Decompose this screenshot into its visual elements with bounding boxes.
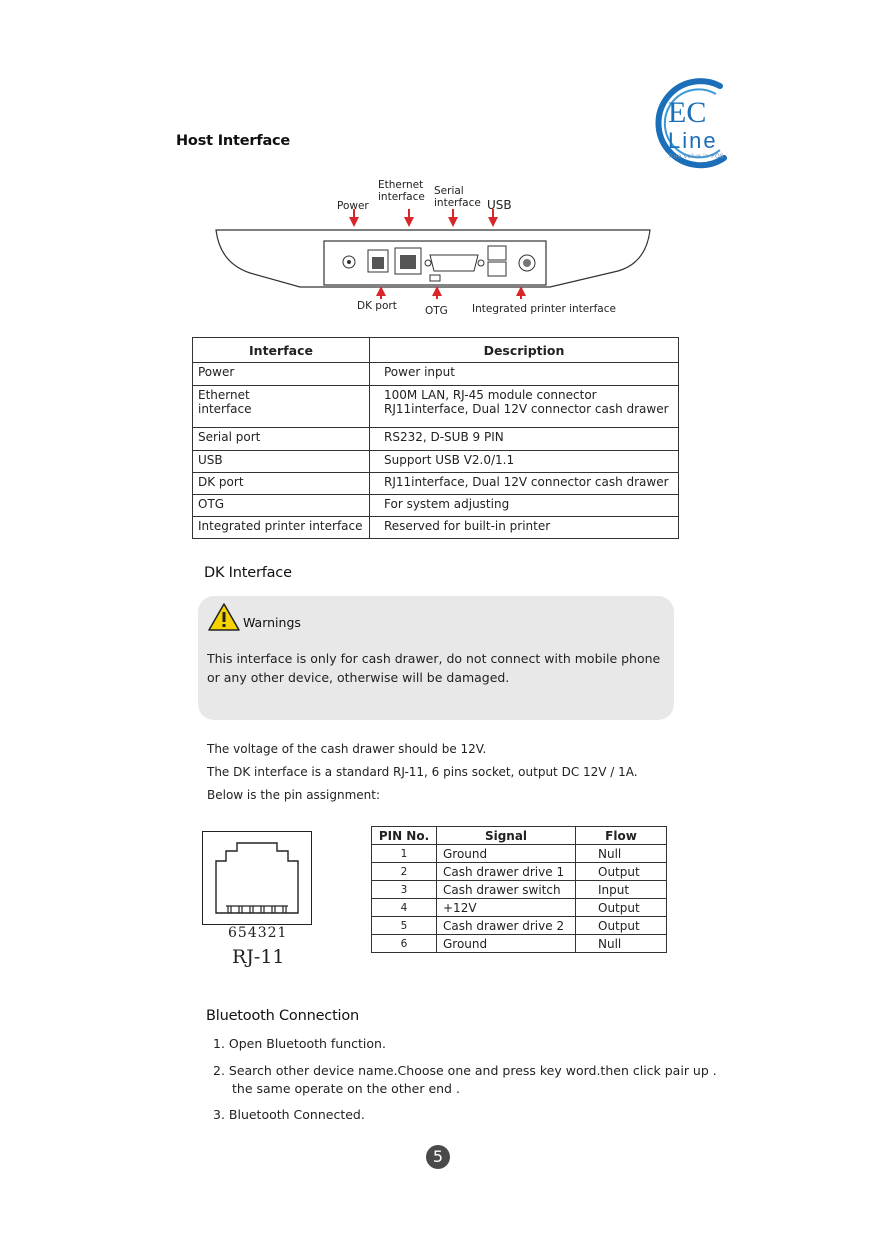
pin-assignment-paragraph: Below is the pin assignment: [207, 788, 381, 802]
pin-table [371, 826, 667, 953]
bluetooth-step-2-continued: the same operate on the other end . [232, 1081, 460, 1096]
pin-signal: Cash drawer drive 2 [437, 917, 576, 935]
warning-text: This interface is only for cash drawer, do not connect with mobile phone or any other device, otherwise will be damaged. [207, 651, 661, 685]
pin-signal: Ground [437, 845, 576, 863]
pin-row [372, 863, 667, 881]
pin-row [372, 845, 667, 863]
rj11-pin-numbers: 654321 [228, 925, 288, 941]
cell-line: RJ11interface, Dual 12V connector cash drawer [384, 402, 669, 416]
pin-number: 6 [372, 935, 437, 953]
cell-interface: OTG [193, 495, 370, 517]
pin-flow: Input [576, 881, 667, 899]
cell-description [370, 386, 679, 428]
pin-row [372, 935, 667, 953]
bluetooth-step-2: 2. Search other device name.Choose one and press key word.then click pair up . [213, 1063, 717, 1078]
pin-flow: Output [576, 863, 667, 881]
logo-ec-text: EC [668, 96, 707, 129]
pin-row [372, 881, 667, 899]
pin-number: 1 [372, 845, 437, 863]
bluetooth-title: Bluetooth Connection [206, 1008, 360, 1024]
pin-row [372, 899, 667, 917]
interface-table [192, 337, 679, 539]
label-otg: OTG [425, 305, 448, 317]
table-row [193, 451, 679, 473]
pin-signal: +12V [437, 899, 576, 917]
label-ethernet-line1: Ethernet [378, 179, 424, 191]
label-dk-port: DK port [357, 300, 397, 312]
header-signal: Signal [437, 827, 576, 845]
label-serial-line2: interface [434, 197, 481, 209]
label-serial-line1: Serial [434, 185, 464, 197]
host-interface-title: Host Interface [176, 133, 291, 149]
page-number: 5 [426, 1145, 450, 1169]
bluetooth-step-1: 1. Open Bluetooth function. [213, 1036, 386, 1051]
pin-flow: Output [576, 917, 667, 935]
table-row [193, 428, 679, 451]
cell-description: Support USB V2.0/1.1 [370, 451, 679, 473]
cell-interface: Integrated printer interface [193, 517, 370, 539]
cell-description: For system adjusting [370, 495, 679, 517]
header-interface: Interface [193, 338, 370, 363]
pin-number: 3 [372, 881, 437, 899]
cell-line: 100M LAN, RJ-45 module connector [384, 388, 597, 402]
warning-title: Warnings [243, 615, 301, 630]
pin-signal: Ground [437, 935, 576, 953]
pin-signal: Cash drawer drive 1 [437, 863, 576, 881]
pin-table-header [372, 827, 667, 845]
label-ethernet [378, 179, 425, 203]
cell-interface: DK port [193, 473, 370, 495]
pin-flow: Output [576, 899, 667, 917]
rj11-paragraph: The DK interface is a standard RJ-11, 6 pins socket, output DC 12V / 1A. [207, 765, 638, 779]
cell-description: RJ11interface, Dual 12V connector cash drawer [370, 473, 679, 495]
cell-description: RS232, D-SUB 9 PIN [370, 428, 679, 451]
cell-interface: Power [193, 363, 370, 386]
warning-triangle-icon [207, 602, 241, 632]
logo-line-text: Line [668, 128, 718, 153]
table-row [193, 495, 679, 517]
pin-signal: Cash drawer switch [437, 881, 576, 899]
port-panel [324, 241, 546, 285]
voltage-paragraph: The voltage of the cash drawer should be 12V. [207, 742, 487, 756]
cell-interface [193, 386, 370, 428]
logo-tagline: True value in POS [668, 153, 724, 160]
table-row [193, 473, 679, 495]
label-power: Power [337, 200, 369, 212]
header-flow: Flow [576, 827, 667, 845]
cell-interface: USB [193, 451, 370, 473]
pin-flow: Null [576, 935, 667, 953]
table-row [193, 386, 679, 428]
table-row [193, 363, 679, 386]
pin-number: 2 [372, 863, 437, 881]
cell-description: Reserved for built-in printer [370, 517, 679, 539]
table-header-row [193, 338, 679, 363]
table-row [193, 517, 679, 539]
pin-number: 4 [372, 899, 437, 917]
bluetooth-step-3: 3. Bluetooth Connected. [213, 1107, 365, 1122]
header-description: Description [370, 338, 679, 363]
pin-row [372, 917, 667, 935]
rj11-socket-diagram [202, 831, 312, 925]
pin-number: 5 [372, 917, 437, 935]
label-printer: Integrated printer interface [472, 303, 616, 315]
header-pin-no: PIN No. [372, 827, 437, 845]
cell-description: Power input [370, 363, 679, 386]
label-ethernet-line2: interface [378, 191, 425, 203]
cell-line: interface [198, 402, 252, 416]
cell-interface: Serial port [193, 428, 370, 451]
cell-line: Ethernet [198, 388, 250, 402]
rj11-label: RJ-11 [232, 946, 285, 968]
dk-interface-title: DK Interface [204, 565, 292, 581]
pin-flow: Null [576, 845, 667, 863]
label-serial [434, 185, 481, 209]
label-usb: USB [487, 198, 512, 212]
